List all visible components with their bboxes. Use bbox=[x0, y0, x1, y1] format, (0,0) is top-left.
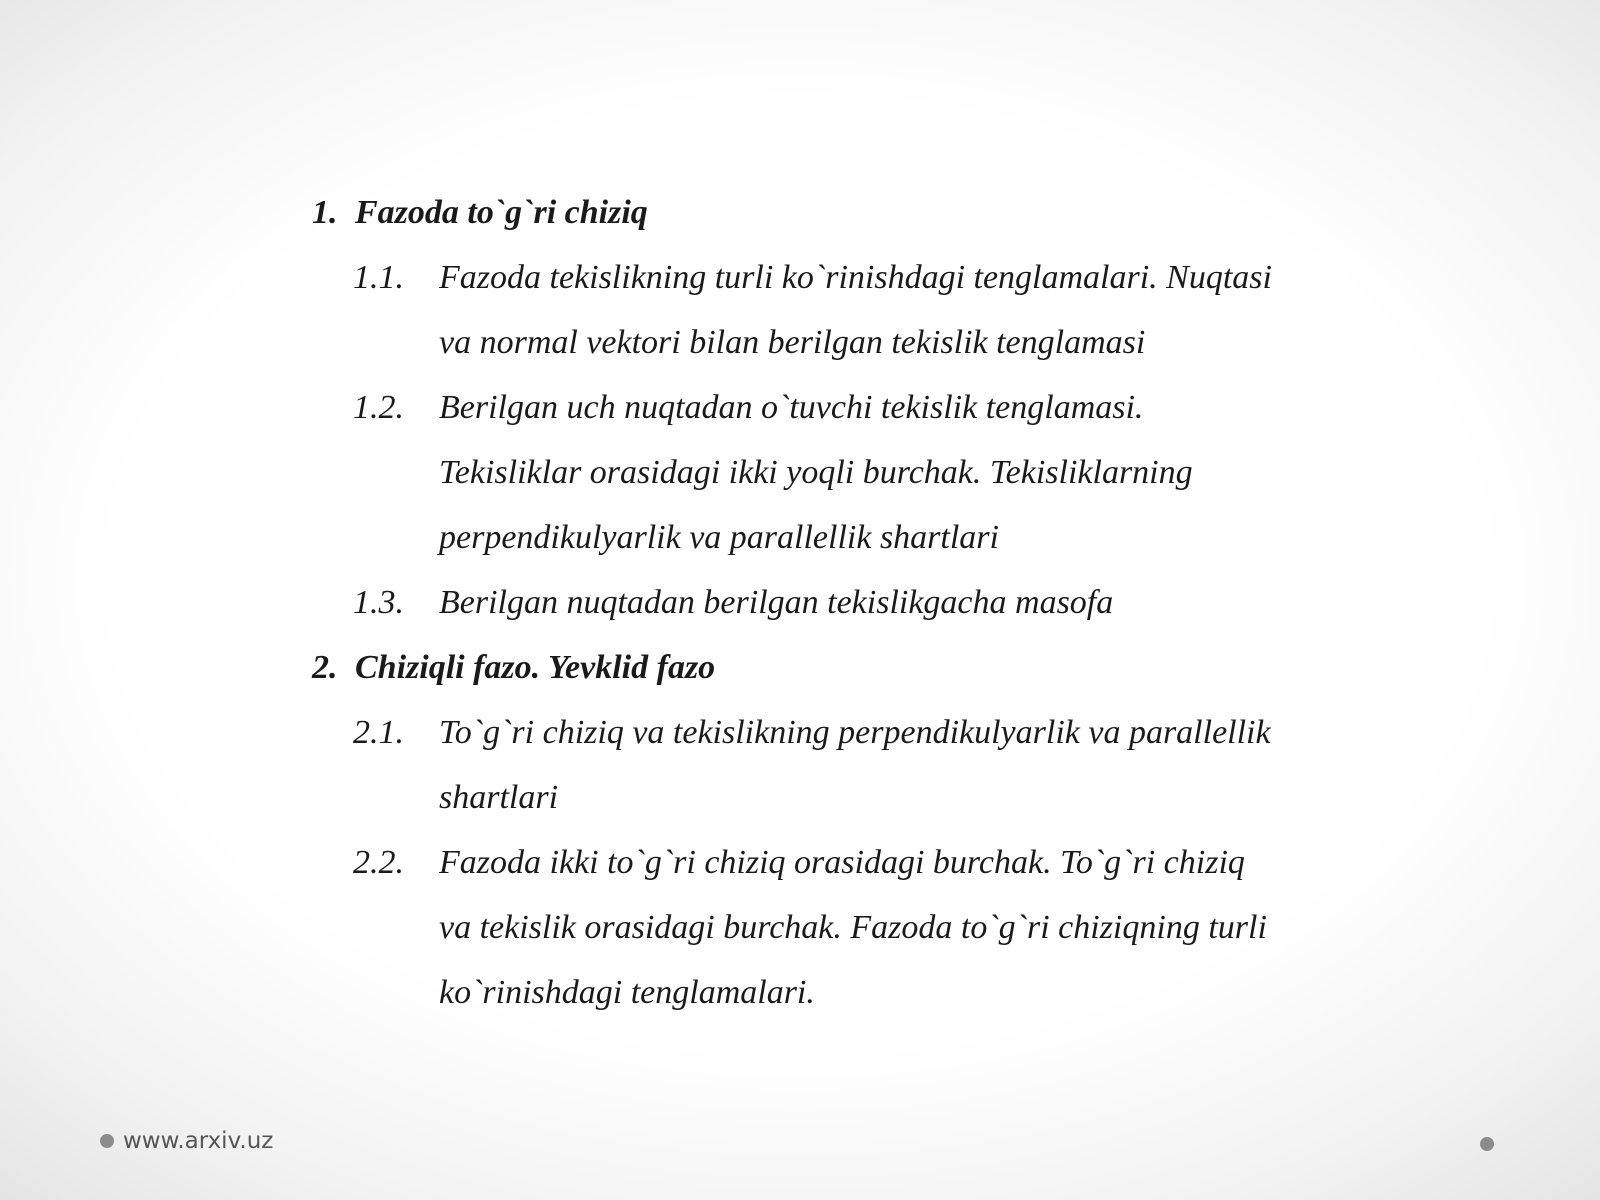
section-number: 2. bbox=[312, 649, 338, 686]
section-heading bbox=[312, 635, 1392, 700]
section-heading bbox=[312, 180, 1392, 245]
item-number: 2.1. bbox=[353, 714, 404, 751]
item-number: 1.3. bbox=[353, 584, 404, 621]
item-line: Berilgan nuqtadan berilgan tekislikgacha masofa bbox=[439, 584, 1114, 621]
list-item bbox=[312, 245, 1392, 375]
item-number: 2.2. bbox=[353, 844, 404, 881]
slide-dot-icon bbox=[1480, 1137, 1494, 1151]
item-text bbox=[439, 700, 1369, 830]
outline-list bbox=[312, 180, 1392, 1025]
section-2 bbox=[312, 635, 1392, 1025]
section-1 bbox=[312, 180, 1392, 635]
item-number: 1.2. bbox=[353, 389, 404, 426]
list-item bbox=[312, 700, 1392, 830]
list-item bbox=[312, 830, 1392, 1025]
item-line: Berilgan uch nuqtadan o`tuvchi tekislik tenglamasi. bbox=[439, 389, 1144, 426]
list-item bbox=[312, 375, 1392, 570]
section-title: Chiziqli fazo. Yevklid fazo bbox=[355, 649, 716, 686]
footer bbox=[100, 1128, 273, 1154]
item-line: ko`rinishdagi tenglamalari. bbox=[439, 974, 815, 1011]
item-text bbox=[439, 245, 1369, 375]
item-line: Tekisliklar orasidagi ikki yoqli burchak. Tekisliklarning bbox=[439, 454, 1193, 491]
section-number: 1. bbox=[312, 194, 338, 231]
bullet-dot-icon bbox=[100, 1134, 114, 1148]
item-text bbox=[439, 830, 1369, 1025]
footer-url[interactable]: www.arxiv.uz bbox=[123, 1128, 274, 1154]
section-title: Fazoda to`g`ri chiziq bbox=[355, 194, 648, 231]
item-line: To`g`ri chiziq va tekislikning perpendikulyarlik va parallellik bbox=[439, 714, 1271, 751]
item-line: shartlari bbox=[439, 779, 559, 816]
item-text bbox=[439, 375, 1369, 570]
item-line: Fazoda ikki to`g`ri chiziq orasidagi burchak. To`g`ri chiziq bbox=[439, 844, 1245, 881]
item-number: 1.1. bbox=[353, 259, 404, 296]
item-text bbox=[439, 570, 1369, 635]
item-line: perpendikulyarlik va parallellik shartlari bbox=[439, 519, 999, 556]
list-item bbox=[312, 570, 1392, 635]
item-line: va normal vektori bilan berilgan tekislik tenglamasi bbox=[439, 324, 1146, 361]
item-line: va tekislik orasidagi burchak. Fazoda to`g`ri chiziqning turli bbox=[439, 909, 1267, 946]
item-line: Fazoda tekislikning turli ko`rinishdagi tenglamalari. Nuqtasi bbox=[439, 259, 1272, 296]
